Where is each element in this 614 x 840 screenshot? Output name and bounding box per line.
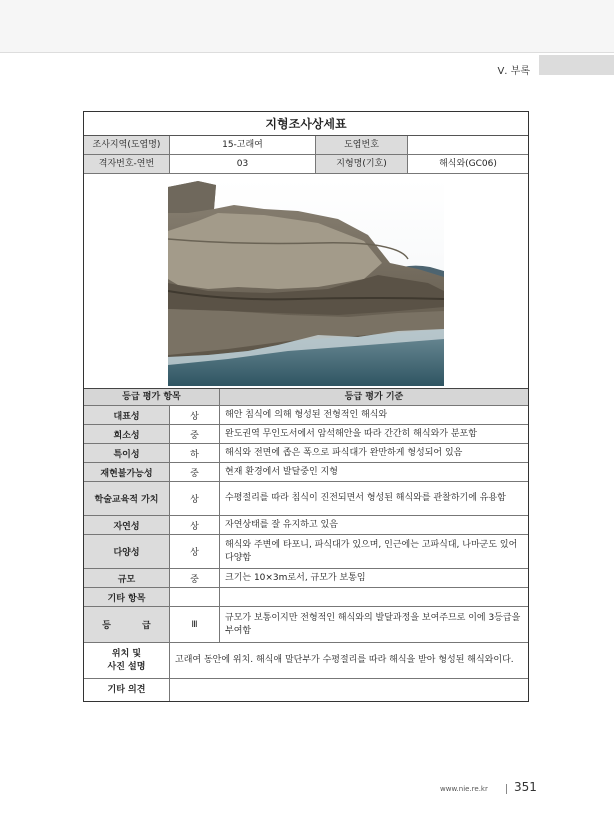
eval-key: 자연성 xyxy=(84,516,170,534)
eval-grade: 상 xyxy=(170,482,220,515)
eval-criteria-header: 등급 평가 기준 xyxy=(344,392,404,402)
eval-desc: 현재 환경에서 발달중인 지형 xyxy=(225,466,338,477)
location-label: 위치 및 사진 설명 xyxy=(84,643,170,678)
eval-desc xyxy=(220,588,528,606)
eval-grade: 중 xyxy=(170,463,220,481)
location-row xyxy=(84,643,528,679)
eval-grade: 상 xyxy=(170,535,220,568)
eval-row-scale xyxy=(84,569,528,588)
eval-key: 희소성 xyxy=(84,425,170,443)
footer-url: www.nie.re.kr xyxy=(440,785,488,793)
grid-value: 03 xyxy=(170,155,316,173)
eval-row-uniqueness xyxy=(84,444,528,463)
info-row-2 xyxy=(84,155,528,174)
eval-row-representativeness xyxy=(84,406,528,425)
eval-row-naturalness xyxy=(84,516,528,535)
eval-items-header: 등급 평가 항목 xyxy=(84,389,220,405)
eval-desc: 해안 침식에 의해 형성된 전형적인 해식와 xyxy=(225,409,388,420)
eval-desc: 크기는 10×3m로서, 규모가 보통임 xyxy=(225,572,366,583)
eval-key: 기타 항목 xyxy=(84,588,170,606)
other-opinion-label: 기타 의견 xyxy=(84,679,170,701)
eval-grade: 중 xyxy=(170,569,220,587)
eval-row-academic-value xyxy=(84,482,528,516)
eval-key: 다양성 xyxy=(84,535,170,568)
landform-label: 지형명(기호) xyxy=(316,155,408,173)
coastal-rock-photo xyxy=(168,179,444,386)
info-row-1 xyxy=(84,136,528,155)
location-text: 고래여 동안에 위치. 해식애 말단부가 수평절리를 따라 해식을 받아 형성된 해식와이다. xyxy=(175,655,514,665)
eval-desc: 해식와 주변에 타포니, 파식대가 있으며, 인근에는 고파식대, 나마군도 있어 다양함 xyxy=(225,539,518,563)
eval-key: 대표성 xyxy=(84,406,170,424)
form-title: 지형조사상세표 xyxy=(84,112,528,136)
other-opinion-row xyxy=(84,679,528,701)
photo-row xyxy=(84,174,528,389)
page-number: 351 xyxy=(514,780,537,794)
eval-grade xyxy=(170,588,220,606)
eval-key: 규모 xyxy=(84,569,170,587)
eval-desc: 완도권역 무인도서에서 암석해안을 따라 간간히 해식와가 분포함 xyxy=(225,428,477,439)
survey-area-label: 조사지역(도엽명) xyxy=(84,136,170,154)
sheet-no-value xyxy=(408,136,528,154)
sheet-no-label: 도엽번호 xyxy=(316,136,408,154)
eval-grade: 중 xyxy=(170,425,220,443)
survey-area-value: 15-고래여 xyxy=(170,136,316,154)
chapter-tab xyxy=(539,55,614,75)
eval-row-irreproducibility xyxy=(84,463,528,482)
eval-key: 학술교육적 가치 xyxy=(84,482,170,515)
eval-grade: Ⅲ xyxy=(170,607,220,642)
eval-desc: 수평절리를 따라 침식이 진전되면서 형성된 해식와를 관찰하기에 유용함 xyxy=(225,493,506,503)
eval-grade: 상 xyxy=(170,516,220,534)
top-band xyxy=(0,0,614,53)
chapter-label: Ⅴ. 부록 xyxy=(497,66,530,77)
eval-key: 특이성 xyxy=(84,444,170,462)
eval-desc: 자연상태를 잘 유지하고 있음 xyxy=(225,519,338,530)
eval-header xyxy=(84,389,528,406)
other-opinion-text xyxy=(170,679,528,701)
eval-grade: 하 xyxy=(170,444,220,462)
eval-desc: 규모가 보통이지만 전형적인 해식와의 발달과정을 보여주므로 이에 3등급을 부여함 xyxy=(225,612,521,636)
grid-label: 격자번호-연번 xyxy=(84,155,170,173)
eval-key: 등 급 xyxy=(84,607,170,642)
landform-value: 해식와(GC06) xyxy=(439,159,497,169)
eval-row-diversity xyxy=(84,535,528,569)
eval-grade: 상 xyxy=(170,406,220,424)
landform-survey-form xyxy=(83,111,529,702)
eval-desc: 해식와 전면에 좁은 폭으로 파식대가 완만하게 형성되어 있음 xyxy=(225,447,463,458)
eval-key: 재현불가능성 xyxy=(84,463,170,481)
eval-row-other-items xyxy=(84,588,528,607)
footer-divider xyxy=(506,784,507,794)
eval-row-rarity xyxy=(84,425,528,444)
eval-row-grade xyxy=(84,607,528,643)
